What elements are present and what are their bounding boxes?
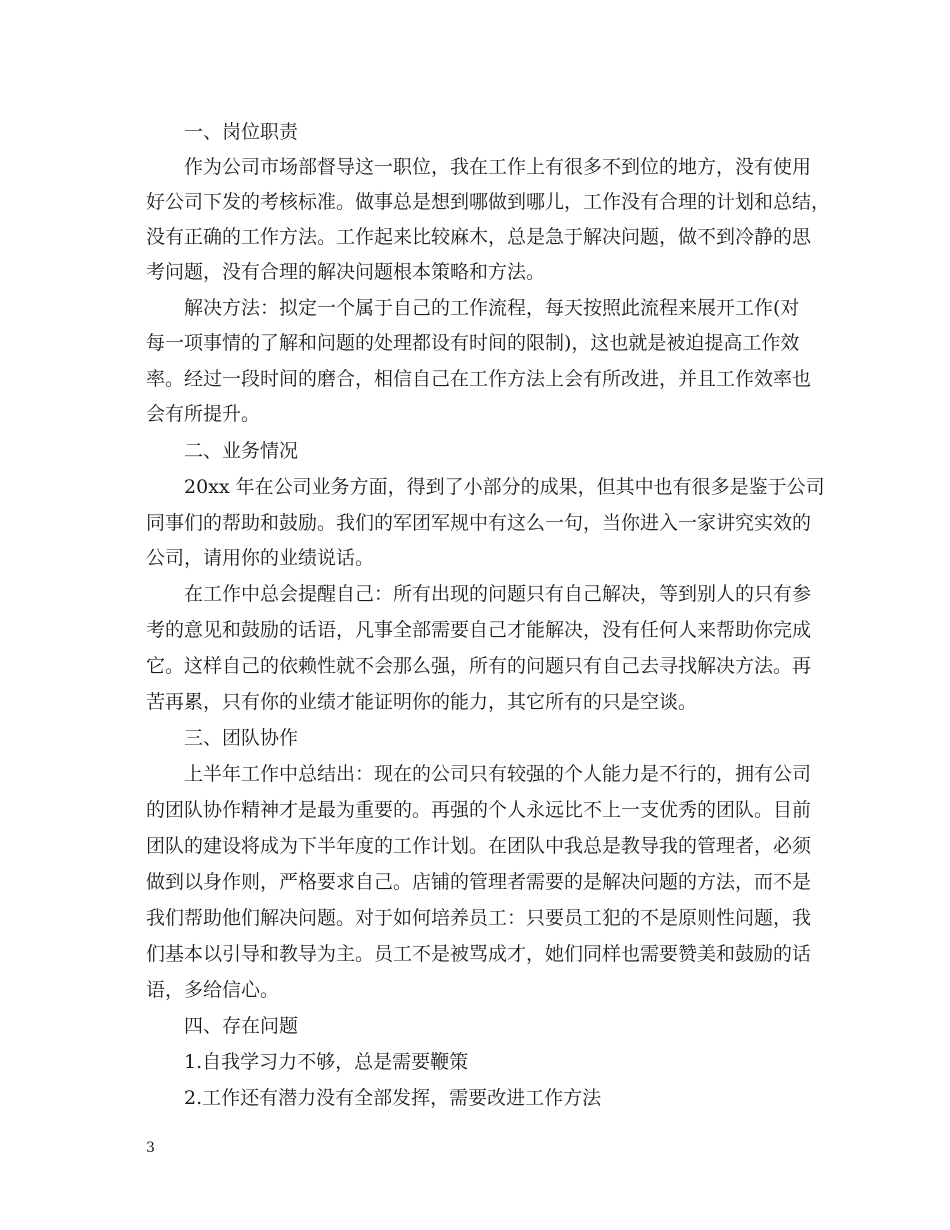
paragraph-line: 考问题，没有合理的解决问题根本策略和方法。	[146, 261, 546, 283]
paragraph-line: 语，多给信心。	[146, 979, 280, 1001]
paragraph-line: 解决方法：拟定一个属于自己的工作流程，每天按照此流程来展开工作(对	[184, 297, 800, 319]
paragraph-line: 它。这样自己的依赖性就不会那么强，所有的问题只有自己去寻找解决方法。再	[146, 655, 812, 677]
paragraph-line: 每一项事情的了解和问题的处理都设有时间的限制)，这也就是被迫提高工作效	[146, 332, 800, 354]
paragraph-line: 好公司下发的考核标准。做事总是想到哪做到哪儿，工作没有合理的计划和总结，	[146, 191, 831, 213]
paragraph-line: 在工作中总会提醒自己：所有出现的问题只有自己解决，等到别人的只有参	[184, 583, 812, 605]
paragraph-line: 没有正确的工作方法。工作起来比较麻木，总是急于解决问题，做不到冷静的思	[146, 226, 812, 248]
section-heading-3: 三、团队协作	[184, 727, 299, 749]
paragraph-line: 公司，请用你的业绩说话。	[146, 547, 375, 569]
section-heading-1: 一、岗位职责	[184, 121, 299, 143]
paragraph-line: 们基本以引导和教导为主。员工不是被骂成才，她们同样也需要赞美和鼓励的话	[146, 943, 812, 965]
paragraph-line: 作为公司市场部督导这一职位，我在工作上有很多不到位的地方，没有使用	[184, 156, 812, 178]
section-heading-2: 二、业务情况	[184, 440, 299, 462]
paragraph-line: 考的意见和鼓励的话语，凡事全部需要自己才能解决，没有任何人来帮助你完成	[146, 619, 812, 641]
list-item: 1.自我学习力不够，总是需要鞭策	[184, 1051, 469, 1073]
page-number: 3	[146, 1140, 155, 1156]
section-heading-4: 四、存在问题	[184, 1015, 299, 1037]
list-item: 2.工作还有潜力没有全部发挥，需要改进工作方法	[184, 1087, 602, 1109]
paragraph-line: 上半年工作中总结出：现在的公司只有较强的个人能力是不行的，拥有公司	[184, 763, 812, 785]
paragraph-line: 同事们的帮助和鼓励。我们的军团军规中有这么一句，当你进入一家讲究实效的	[146, 512, 812, 534]
paragraph-line: 的团队协作精神才是最为重要的。再强的个人永远比不上一支优秀的团队。目前	[146, 799, 812, 821]
paragraph-line: 团队的建设将成为下半年度的工作计划。在团队中我总是教导我的管理者，必须	[146, 835, 812, 857]
paragraph-line: 率。经过一段时间的磨合，相信自己在工作方法上会有所改进，并且工作效率也	[146, 368, 812, 390]
paragraph-line: 做到以身作则，严格要求自己。店铺的管理者需要的是解决问题的方法，而不是	[146, 871, 812, 893]
paragraph-line: 我们帮助他们解决问题。对于如何培养员工：只要员工犯的不是原则性问题，我	[146, 907, 812, 929]
paragraph-line: 20xx 年在公司业务方面，得到了小部分的成果，但其中也有很多是鉴于公司	[184, 476, 825, 498]
paragraph-line: 会有所提升。	[146, 403, 261, 425]
paragraph-line: 苦再累，只有你的业绩才能证明你的能力，其它所有的只是空谈。	[146, 691, 698, 713]
